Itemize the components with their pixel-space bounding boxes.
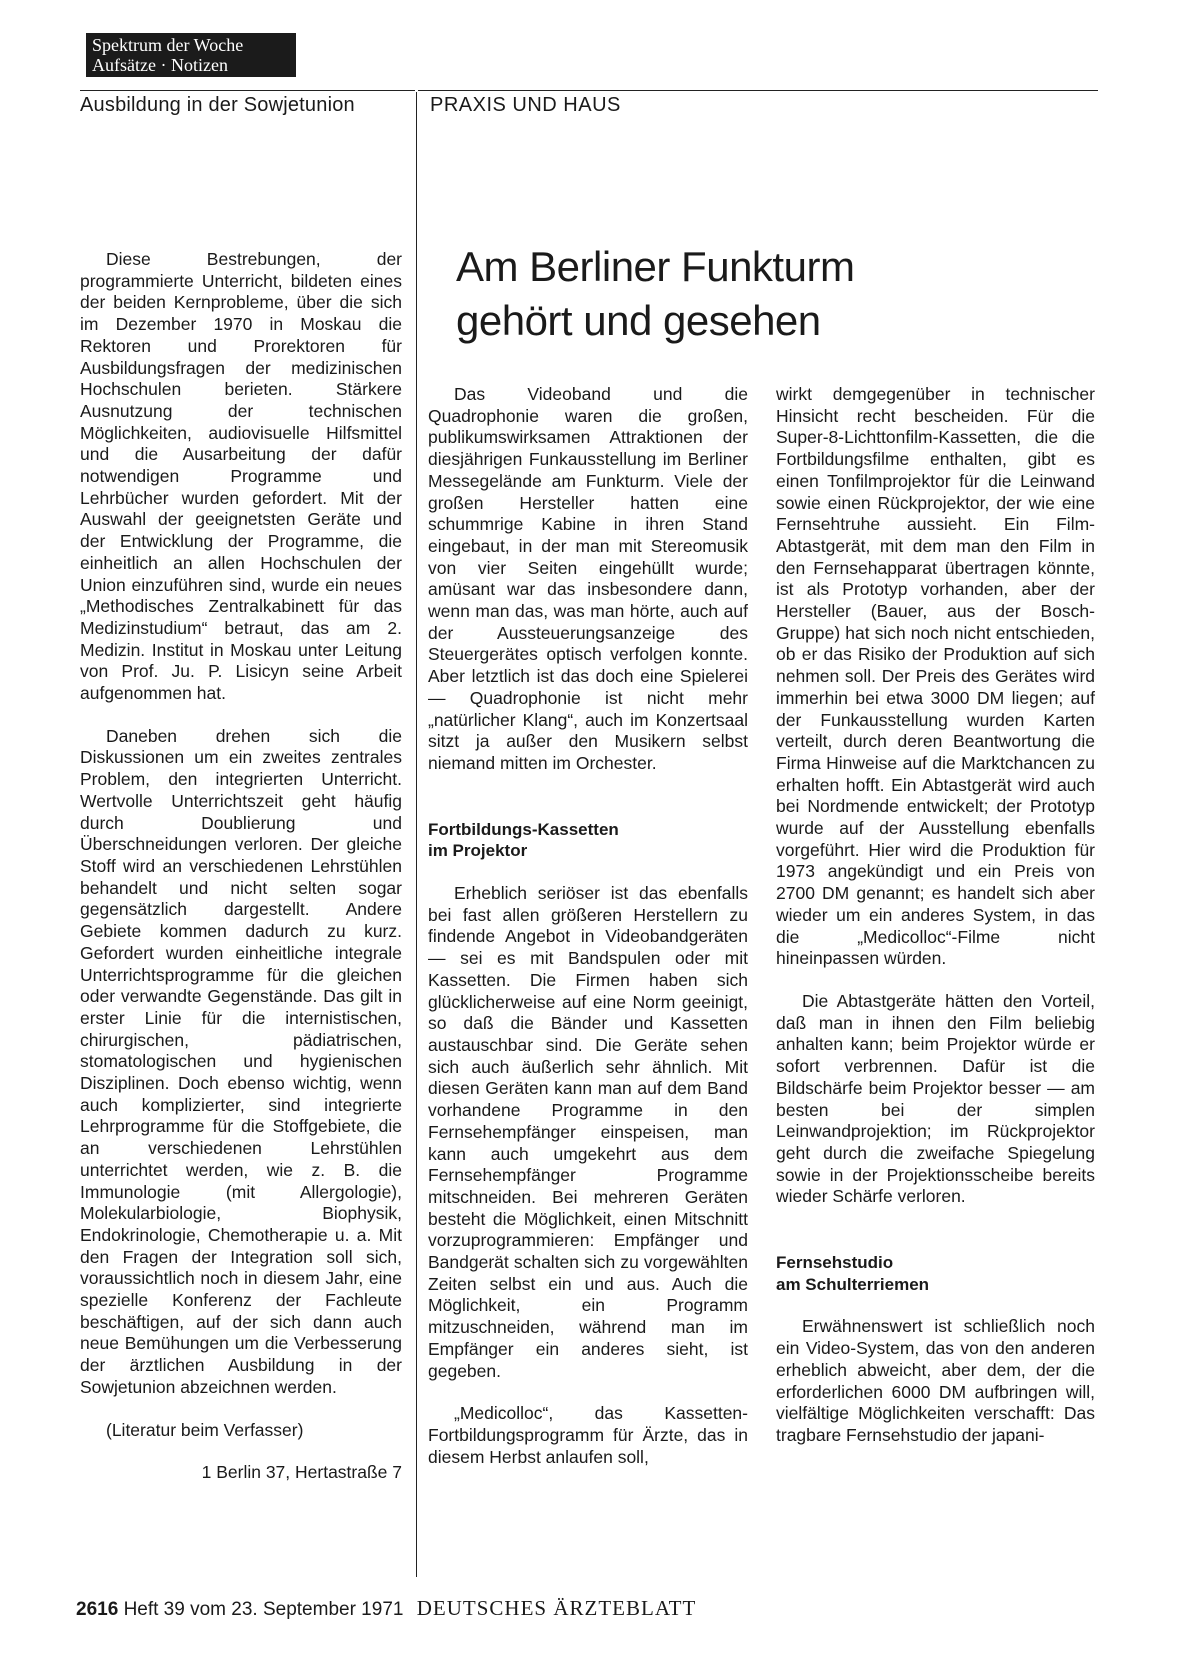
column-divider	[416, 92, 417, 1577]
subheading-line-1: Fernsehstudio	[776, 1253, 894, 1273]
section-heading-left: Ausbildung in der Sowjetunion	[80, 94, 355, 116]
column-left	[80, 249, 402, 1484]
page-number: 2616	[76, 1599, 119, 1620]
header-rule-left	[80, 90, 415, 91]
author-address: 1 Berlin 37, Hertastraße 7	[201, 1462, 402, 1483]
article-title-line-2: gehört und gesehen	[456, 297, 821, 344]
page-footer	[76, 1596, 696, 1621]
subheading-line-2: am Schulterriemen	[776, 1274, 930, 1294]
subheading	[428, 819, 748, 862]
paragraph: Daneben drehen sich die Diskussionen um ein zweites zentrales Problem, den integrierten Unterricht. Wertvolle Unterrichtszeit geht häufig durch Doublierung und Überschneidungen verloren. Der gleiche Stoff wird an verschiedenen Lehrstühlen behandelt und nicht selten sogar gegensätzlich dargestellt. Andere Gebiete kommen dadurch zu kurz. Gefordert wurden einheitliche integrale Unterrichtsprogramme für die gleichen oder verwandte Gegenstände. Das gilt in erster Linie für die internistischen, chirurgischen, pädiatrischen, stomatologischen und hygienischen Disziplinen. Doch ebenso wichtig, wenn auch komplizierter, sind integrierte Lehrprogramme für die Stoffgebiete, die an verschiedenen Lehrstühlen unterrichtet werden, wie z. B. die Immunologie (mit Allergologie), Molekularbiologie, Biophysik, Endokrinologie, Chemotherapie u. a. Mit den Fragen der Integration soll sich, voraussichtlich noch in diesem Jahr, eine spezielle Konferenz der Fachleute beschäftigen, auf der sich dann auch neue Bemühungen um die Verbesserung der ärztlichen Ausbildung in der Sowjetunion abzeichnen werden.	[80, 725, 402, 1397]
masthead-line-2: Aufsätze · Notizen	[92, 55, 228, 75]
paragraph: Die Abtastgeräte hätten den Vorteil, daß man in ihnen den Film beliebig anhalten kann; beim Projektor würde er sofort verbrennen. Dafür ist die Bildschärfe beim Projektor besser — am besten bei der simplen Leinwandprojektion; im Rückprojektor geht durch die zweifache Spiegelung sowie in der Projektionsscheibe bereits wieder Schärfe verloren.	[776, 990, 1095, 1207]
paragraph: wirkt demgegenüber in technischer Hinsicht recht bescheiden. Für die Super-8-Lichttonfilm-Kassetten, die die Fortbildungsfilme enthalten, gibt es einen Tonfilmprojektor für die Leinwand sowie einen Rückprojektor, der wie eine Fernsehtruhe aussieht. Ein Film-Abtastgerät, mit dem man den Film in den Fernsehapparat übertragen könnte, ist als Prototyp vorhanden, aber der Hersteller (Bauer, aus der Bosch-Gruppe) hat sich noch nicht entschieden, ob er das Risiko der Produktion auf sich nehmen soll. Der Preis des Gerätes wird immerhin bei etwa 3000 DM liegen; auf der Funkausstellung wurden Karten verteilt, durch deren Beantwortung die Firma Hinweise auf die Marktchancen zu erhalten hofft. Ein Abtastgerät wird auch bei Nordmende entwickelt; der Prototyp wurde auf der Ausstellung ebenfalls vorgeführt. Hier wird die Produktion für 1973 angekündigt und ein Preis von 2700 DM genannt; es handelt sich aber wieder um ein anderes System, in das die „Medicolloc“-Filme nicht hineinpassen würden.	[776, 384, 1095, 969]
column-middle	[428, 384, 748, 1468]
paragraph: „Medicolloc“, das Kassetten-Fortbildungsprogramm für Ärzte, das in diesem Herbst anlaufen soll,	[428, 1403, 748, 1467]
paragraph: Das Videoband und die Quadrophonie waren die großen, publikumswirksamen Attraktionen der diesjährigen Funkausstellung im Berliner Messegelände am Funkturm. Viele der großen Hersteller hatten eine schummrige Kabine in ihren Stand eingebaut, in der man mit Stereomusik von vier Seiten eingehüllt wurde; amüsant war das insbesondere dann, wenn man das, was man hörte, auch auf der Aussteuerungsanzeige des Steuergerätes optisch verfolgen konnte. Aber letztlich ist das doch eine Spielerei — Quadrophonie ist nicht mehr „natürlicher Klang“, auch im Konzertsaal sitzt ja außer den Musikern selbst niemand mitten im Orchester.	[428, 384, 748, 773]
masthead-line-1: Spektrum der Woche	[92, 35, 244, 55]
paragraph: Erheblich seriöser ist das ebenfalls bei fast allen größeren Herstellern zu findende Angebot in Videobandgeräten — sei es mit Bandspulen oder mit Kassetten. Die Firmen haben sich glücklicherweise auf eine Norm geeinigt, so daß die Bänder und Kassetten austauschbar sind. Die Geräte sehen sich auch äußerlich sehr ähnlich. Mit diesen Geräten kann man auf dem Band vorhandene Programme in den Fernsehempfänger einspeisen, man kann auch umgekehrt aus dem Fernsehempfänger Programme mitschneiden. Bei mehreren Geräten besteht die Möglichkeit, einen Mitschnitt vorzuprogrammieren: Empfänger und Bandgerät schalten sich zu vorgewählten Zeiten selbst ein und aus. Auch die Möglichkeit, ein Programm mitzuschneiden, während man im Empfänger ein anderes sieht, ist gegeben.	[428, 883, 748, 1381]
header-rule-right	[418, 90, 1098, 91]
article-title-line-1: Am Berliner Funkturm	[456, 243, 855, 290]
masthead	[86, 33, 296, 77]
paragraph: Diese Bestrebungen, der programmierte Unterricht, bildeten eines der beiden Kernprobleme, über die sich im Dezember 1970 in Moskau die Rektoren und Prorektoren für Ausbildungsfragen der medizinischen Hochschulen berieten. Stärkere Ausnutzung der technischen Möglichkeiten, audiovisuelle Hilfsmittel und die Ausarbeitung der dafür notwendigen Programme und Lehrbücher wurden gefordert. Mit der Auswahl der geeignetsten Geräte und der Entwicklung der Programme, die einheitlich an allen Hochschulen der Union einzuführen sind, wurde ein neues „Methodisches Zentralkabinett für das Medizinstudium“ betraut, das am 2. Medizin. Institut in Moskau unter Leitung von Prof. Ju. P. Lisicyn seine Arbeit aufgenommen hat.	[80, 249, 402, 704]
issue-info: Heft 39 vom 23. September 1971	[123, 1599, 404, 1620]
journal-name: DEUTSCHES ÄRZTEBLATT	[416, 1596, 697, 1620]
section-heading-right: PRAXIS UND HAUS	[430, 94, 621, 116]
subheading	[776, 1252, 1095, 1295]
paragraph: Erwähnenswert ist schließlich noch ein Video-System, das von den anderen erheblich abweicht, aber dem, der die erforderlichen 6000 DM aufbringen will, vielfältige Möglichkeiten verschafft: Das tragbare Fernsehstudio der japani-	[776, 1316, 1095, 1445]
article-title	[456, 240, 1056, 348]
literature-note: (Literatur beim Verfasser)	[106, 1419, 304, 1440]
column-right	[776, 384, 1095, 1447]
subheading-line-1: Fortbildungs-Kassetten	[428, 819, 619, 839]
subheading-line-2: im Projektor	[428, 841, 528, 861]
